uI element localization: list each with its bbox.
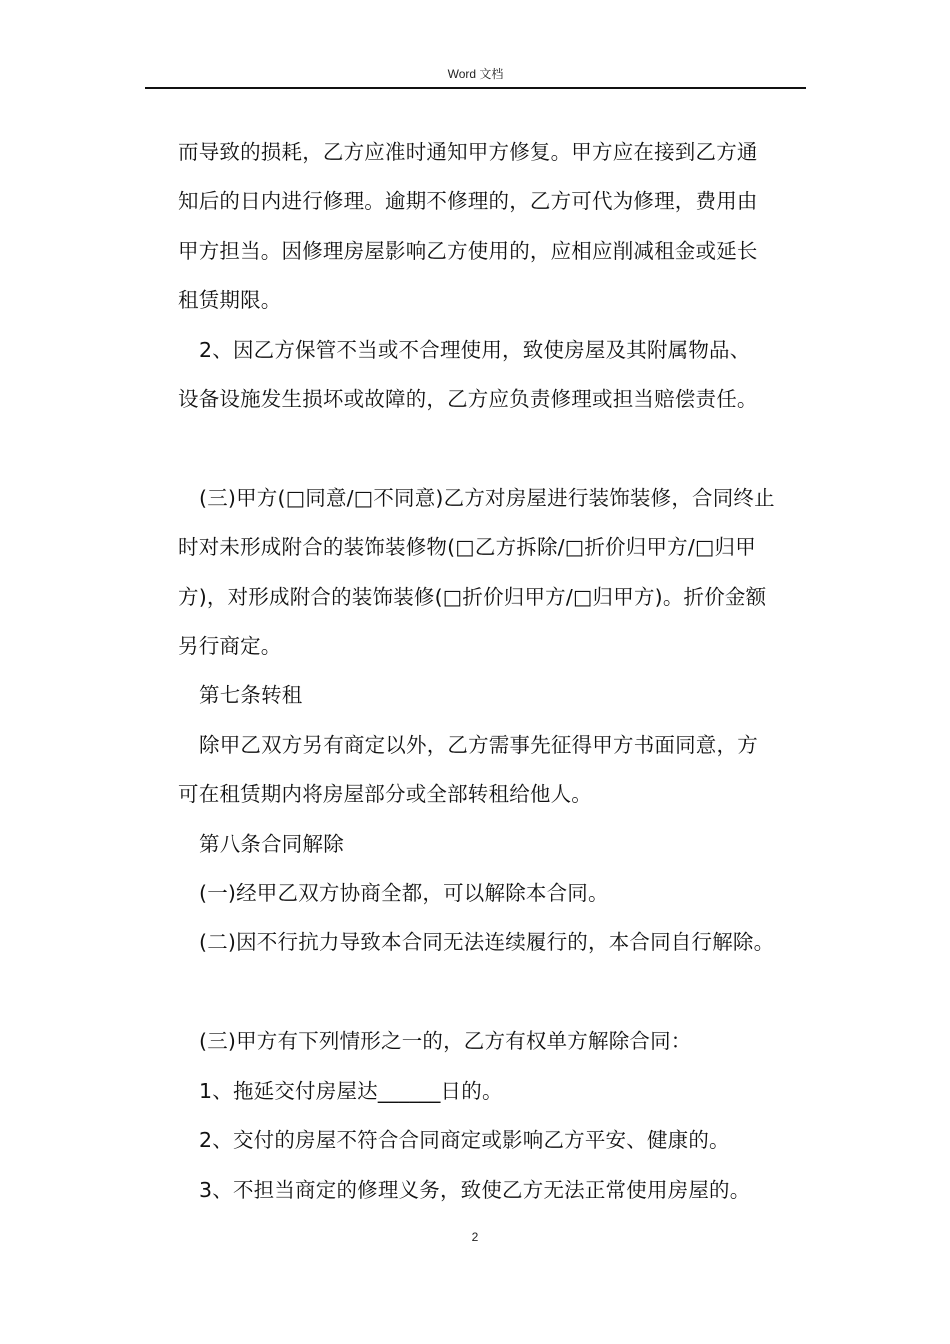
paragraph-line: (一)经甲乙双方协商全都，可以解除本合同。 (199, 881, 609, 906)
paragraph-line: 1、拖延交付房屋达______日的。 (199, 1078, 503, 1103)
paragraph-line: 可在租赁期内将房屋部分或全部转租给他人。 (178, 782, 592, 807)
section-heading: 第七条转租 (199, 683, 303, 708)
paragraph-line: (三)甲方(□同意/□不同意)乙方对房屋进行装饰装修，合同终止 (199, 485, 775, 510)
paragraph-line: 知后的日内进行修理。逾期不修理的，乙方可代为修理，费用由 (178, 189, 758, 214)
paragraph-line: 2、交付的房屋不符合合同商定或影响乙方平安、健康的。 (199, 1128, 730, 1153)
paragraph-line: 而导致的损耗，乙方应准时通知甲方修复。甲方应在接到乙方通 (178, 140, 758, 164)
page-number: 2 (471, 1230, 479, 1244)
paragraph-line: 3、不担当商定的修理义务，致使乙方无法正常使用房屋的。 (199, 1177, 751, 1202)
paragraph-gap (178, 424, 808, 473)
section-heading: 第八条合同解除 (199, 831, 344, 856)
paragraph-line: 2、因乙方保管不当或不合理使用，致使房屋及其附属物品、 (199, 337, 751, 362)
header-divider (145, 87, 806, 89)
paragraph-line: (二)因不行抗力导致本合同无法连续履行的，本合同自行解除。 (199, 930, 775, 955)
paragraph-line: 方)，对形成附合的装饰装修(□折价归甲方/□归甲方)。折价金额 (178, 584, 767, 609)
paragraph-line: 另行商定。 (178, 634, 282, 659)
paragraph-gap (178, 968, 808, 1017)
page-header: Word 文档 (447, 67, 504, 81)
paragraph-line: 时对未形成附合的装饰装修物(□乙方拆除/□折价归甲方/□归甲 (178, 535, 756, 560)
paragraph-line: (三)甲方有下列情形之一的，乙方有权单方解除合同： (199, 1029, 692, 1054)
document-body (178, 128, 808, 1215)
paragraph-line: 除甲乙双方另有商定以外，乙方需事先征得甲方书面同意，方 (199, 732, 758, 757)
paragraph-line: 甲方担当。因修理房屋影响乙方使用的，应相应削减租金或延长 (178, 238, 758, 263)
paragraph-line: 租赁期限。 (178, 288, 282, 313)
paragraph-line: 设备设施发生损坏或故障的，乙方应负责修理或担当赔偿责任。 (178, 387, 758, 412)
